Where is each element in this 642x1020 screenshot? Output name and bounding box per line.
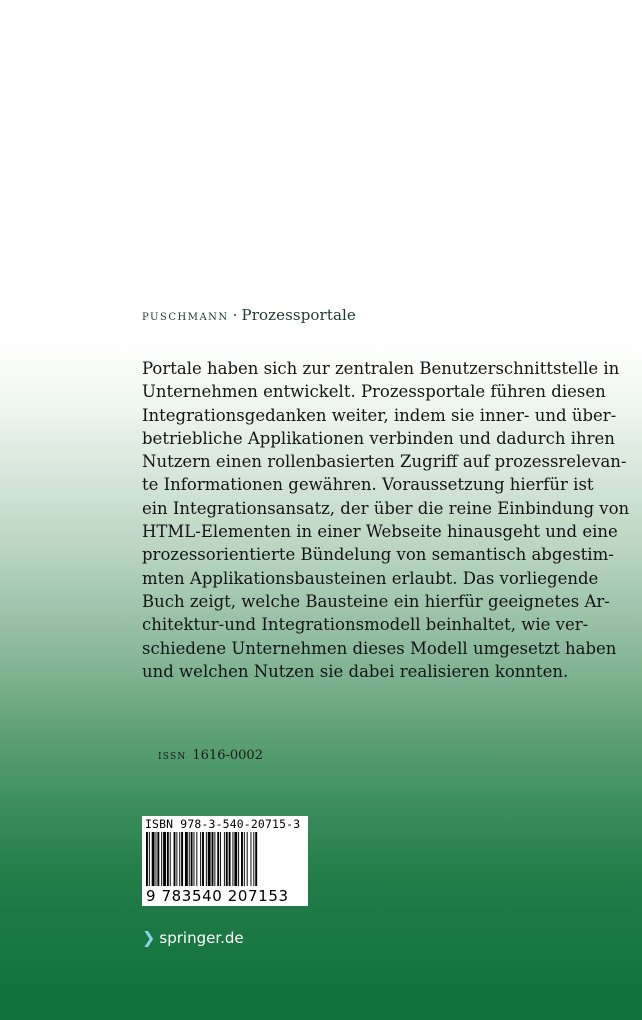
barcode-bar xyxy=(194,832,195,886)
isbn-text: ISBN 978-3-540-20715-3 xyxy=(145,817,301,831)
book-title: Prozessportale xyxy=(241,306,356,324)
blurb-line: prozessorientierte Bündelung von semantisch abgestim- xyxy=(142,545,614,565)
barcode-bar xyxy=(191,832,193,886)
chevron-right-icon: ❯ xyxy=(142,928,156,947)
blurb-line: ein Integrationsansatz, der über die reine Einbindung von xyxy=(142,498,630,518)
issn-label: issn xyxy=(158,748,187,763)
barcode-bar xyxy=(170,832,171,886)
barcode-bar xyxy=(152,832,155,886)
barcode-bar xyxy=(157,832,159,886)
barcode-bar xyxy=(149,832,150,886)
barcode-bar xyxy=(234,832,237,886)
barcode-bar xyxy=(206,832,207,886)
barcode-bar xyxy=(196,832,197,886)
barcode-bar xyxy=(189,832,190,886)
barcode-bar xyxy=(224,832,225,886)
barcode-bar xyxy=(200,832,201,886)
barcode-bar xyxy=(208,832,211,886)
blurb-line: Portale haben sich zur zentralen Benutzerschnittstelle in xyxy=(142,359,620,378)
barcode-bar xyxy=(214,832,215,886)
barcode-bar xyxy=(241,832,243,886)
separator-dot: · xyxy=(232,306,238,324)
publisher-link[interactable] xyxy=(142,928,244,947)
author-title-line xyxy=(142,306,356,324)
blurb-line: Buch zeigt, welche Bausteine ein hierfür geeignetes Ar- xyxy=(142,591,610,611)
barcode-bar xyxy=(156,832,157,886)
blurb-text xyxy=(142,357,630,683)
issn-line xyxy=(158,748,263,763)
barcode-bar xyxy=(146,832,148,886)
barcode-bar xyxy=(226,832,228,886)
top-white-area xyxy=(0,0,642,342)
barcode-bar xyxy=(161,832,162,886)
barcode-bar xyxy=(212,832,214,886)
barcode-bar xyxy=(220,832,221,886)
barcode-bar xyxy=(185,832,188,886)
blurb-line: Integrationsgedanken weiter, indem sie inner- und über- xyxy=(142,405,617,425)
blurb-line: Nutzern einen rollenbasierten Zugriff auf prozessrelevan- xyxy=(142,452,627,472)
issn-number: 1616-0002 xyxy=(192,748,263,763)
barcode-bar xyxy=(244,832,245,886)
blurb-line: chitektur-und Integrationsmodell beinhaltet, wie ver- xyxy=(142,615,589,635)
barcode-bar xyxy=(181,832,183,886)
barcode-bar xyxy=(238,832,239,886)
barcode-bar xyxy=(229,832,231,886)
barcode-bar xyxy=(253,832,254,886)
blurb-line: HTML-Elementen in einer Webseite hinausgeht und eine xyxy=(142,522,618,542)
blurb-line: mten Applikationsbausteinen erlaubt. Das vorliegende xyxy=(142,568,599,588)
barcode-bars xyxy=(146,832,304,886)
barcode-bar xyxy=(255,832,257,886)
author-name: puschmann xyxy=(142,308,229,324)
barcode-bar xyxy=(174,832,176,886)
barcode-bar xyxy=(251,832,252,886)
ean-digits: 9 783540 207153 xyxy=(146,887,289,905)
blurb-line: te Informationen gewähren. Voraussetzung hierfür ist xyxy=(142,475,594,495)
blurb-line: Unternehmen entwickelt. Prozessportale führen diesen xyxy=(142,382,606,402)
barcode-bar xyxy=(202,832,204,886)
barcode-bar xyxy=(163,832,166,886)
blurb-line: schiedene Unternehmen dieses Modell umgesetzt haben xyxy=(142,638,617,658)
isbn-barcode xyxy=(142,816,308,906)
barcode-bar xyxy=(232,832,233,886)
barcode-bar xyxy=(179,832,180,886)
blurb-line: betriebliche Applikationen verbinden und dadurch ihren xyxy=(142,428,615,448)
barcode-bar xyxy=(217,832,219,886)
barcode-bar xyxy=(176,832,177,886)
barcode-bar xyxy=(167,832,169,886)
blurb-line: und welchen Nutzen sie dabei realisieren konnten. xyxy=(142,661,569,681)
publisher-url: springer.de xyxy=(159,929,244,947)
barcode-bar xyxy=(247,832,248,886)
